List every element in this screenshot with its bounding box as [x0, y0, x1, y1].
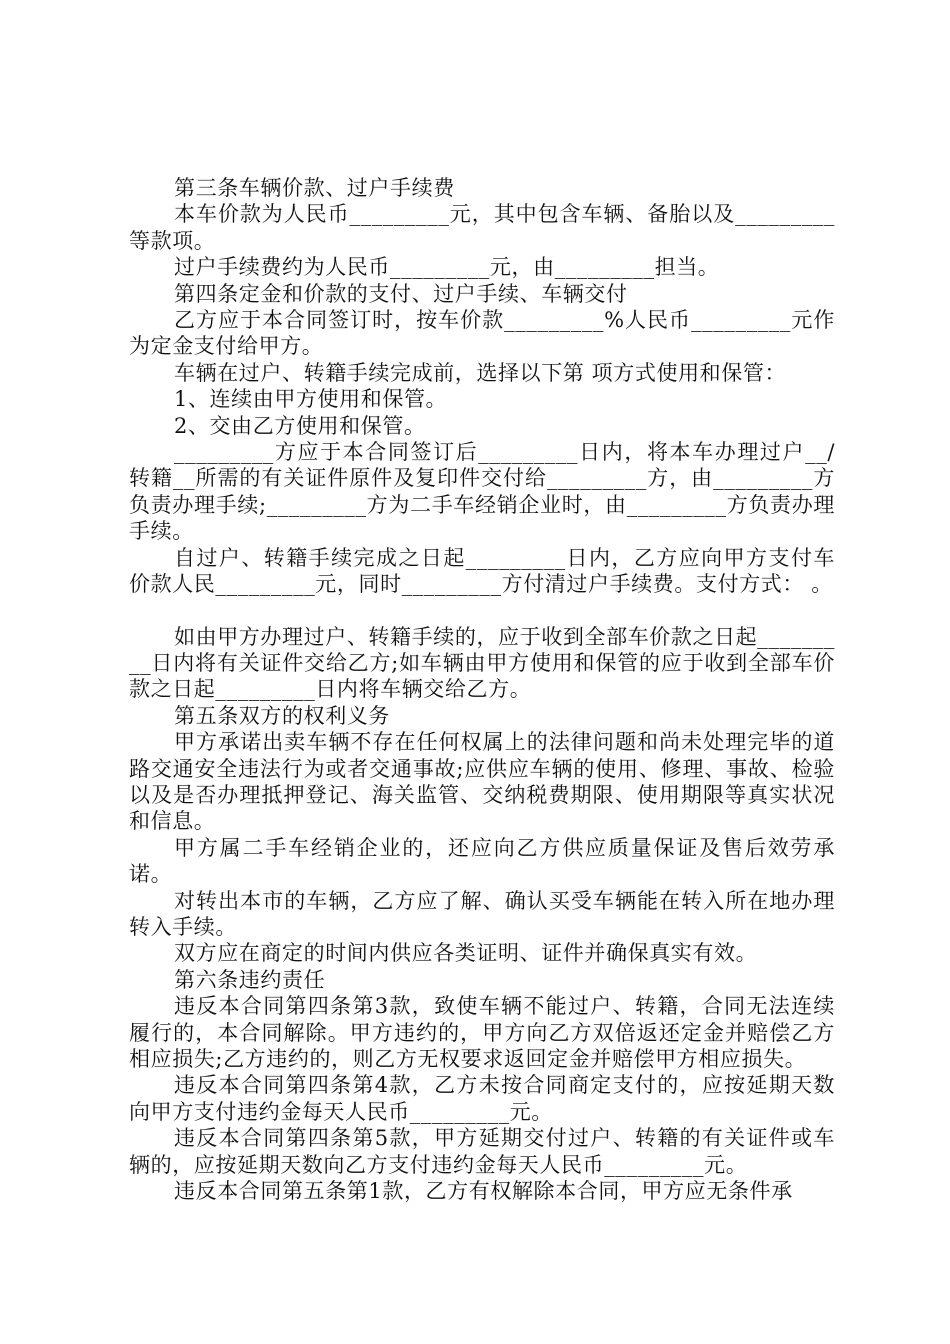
paragraph-document-handover: 如由甲方办理过户、转籍手续的，应于收到全部车价款之日起_________日内将有关证件交给乙方;如车辆由甲方使用和保管的应于收到全部车价款之日起_________日内将车辆交给乙方。: [129, 624, 835, 702]
paragraph-vehicle-price: 本车价款为人民币_________元，其中包含车辆、备胎以及_________等款项。: [129, 202, 835, 253]
paragraph-out-of-city: 对转出本市的车辆，乙方应了解、确认买受车辆能在转入所在地办理转入手续。: [129, 888, 835, 939]
paragraph-documents-valid: 双方应在商定的时间内供应各类证明、证件并确保真实有效。: [174, 941, 758, 966]
paragraph-dealer-guarantee: 甲方属二手车经销企业的，还应向乙方供应质量保证及售后效劳承诺。: [129, 835, 835, 887]
heading-article-6: 第六条违约责任: [174, 967, 326, 992]
paragraph-breach-article-5: 违反本合同第五条第1款，乙方有权解除本合同，甲方应无条件承: [174, 1179, 793, 1204]
paragraph-option-1: 1、连续由甲方使用和保管。: [174, 387, 448, 412]
paragraph-deposit: 乙方应于本合同签订时，按车价款_________%人民币_________元作为定金支付给甲方。: [129, 308, 835, 359]
paragraph-payment: 自过户、转籍手续完成之日起_________日内，乙方应向甲方支付车价款人民_________元，同时_________方付清过户手续费。支付方式： 。: [129, 545, 835, 597]
paragraph-breach-clause-3: 违反本合同第四条第3款，致使车辆不能过户、转籍，合同无法连续履行的，本合同解除。甲方违约的，甲方向乙方双倍返还定金并赔偿乙方相应损失;乙方违约的，则乙方无权要求返回定金并赔偿甲方相应损失。: [129, 994, 835, 1071]
document-body: [129, 175, 835, 1204]
heading-article-3: 第三条车辆价款、过户手续费: [174, 176, 455, 200]
paragraph-transfer-procedure: _________方应于本合同签订后_________日内，将本车办理过户__/转籍__所需的有关证件原件及复印件交付给_________方，由_________方负责办理手续;_________方为二手车经销企业时，由_________方负责办理手续。: [129, 440, 835, 544]
paragraph-usage-option: 车辆在过户、转籍手续完成前，选择以下第 项方式使用和保管：: [174, 360, 787, 385]
paragraph-option-2: 2、交由乙方使用和保管。: [174, 413, 426, 438]
paragraph-breach-clause-5: 违反本合同第四条第5款，甲方延期交付过户、转籍的有关证件或车辆的，应按延期天数向乙方支付违约金每天人民币_________元。: [129, 1126, 835, 1177]
blank-line: [129, 598, 835, 624]
heading-article-4: 第四条定金和价款的支付、过户手续、车辆交付: [174, 281, 628, 306]
heading-article-5: 第五条双方的权利义务: [174, 703, 390, 728]
paragraph-breach-clause-4: 违反本合同第四条第4款，乙方未按合同商定支付的，应按延期天数向甲方支付违约金每天人民币_________元。: [129, 1073, 835, 1124]
paragraph-seller-warranty: 甲方承诺出卖车辆不存在任何权属上的法律问题和尚未处理完毕的道路交通安全违法行为或者交通事故;应供应车辆的使用、修理、事故、检验以及是否办理抵押登记、海关监管、交纳税费期限、使用期限等真实状况和信息。: [129, 730, 835, 834]
paragraph-transfer-fee: 过户手续费约为人民币_________元，由_________担当。: [174, 255, 720, 280]
